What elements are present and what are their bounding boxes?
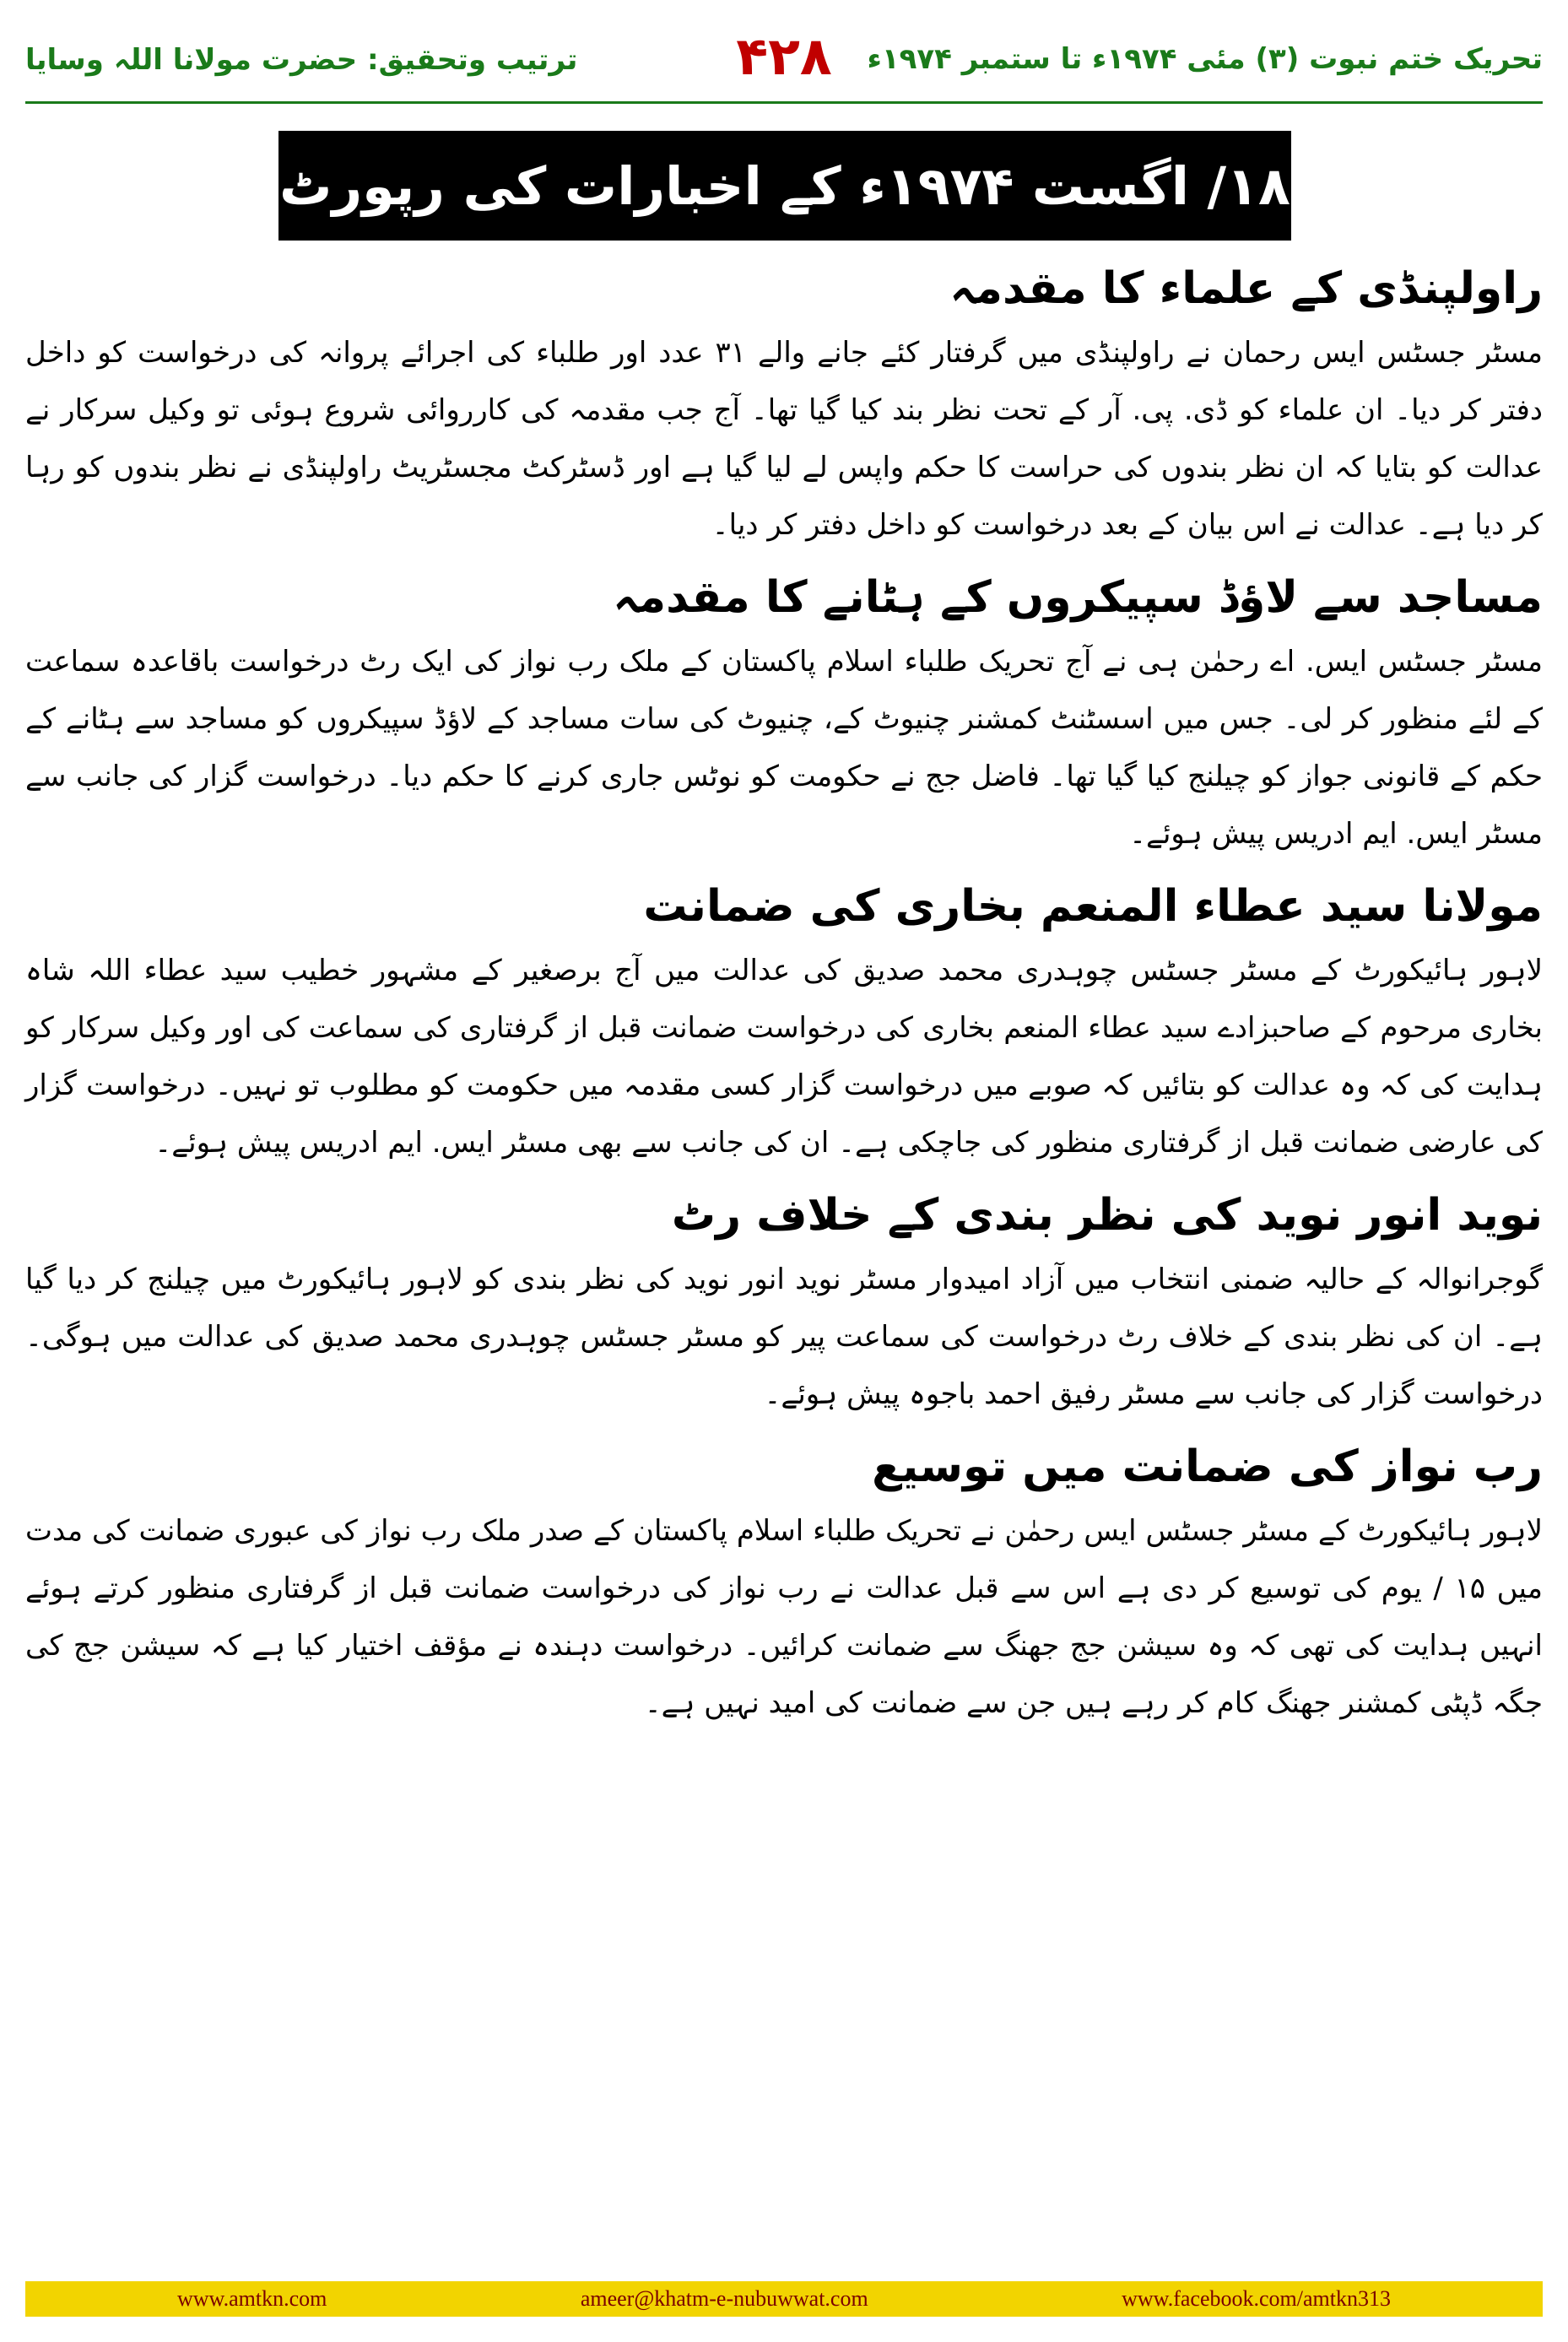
section-heading: نوید انور نوید کی نظر بندی کے خلاف رٹ xyxy=(671,1190,1543,1241)
section-heading: مساجد سے لاؤڈ سپیکروں کے ہٹانے کا مقدمہ xyxy=(613,572,1543,623)
book-title: تحریک ختم نبوت (۳) مئی ۱۹۷۴ء تا ستمبر ۱۹۷۴ء xyxy=(867,42,1543,76)
footer-email-link[interactable]: ameer@khatm-e-nubuwwat.com xyxy=(580,2286,868,2311)
section-heading: مولانا سید عطاء المنعم بخاری کی ضمانت xyxy=(643,881,1543,932)
section-paragraph: لاہور ہائیکورٹ کے مسٹر جسٹس چوہدری محمد صدیق کی عدالت میں آج برصغیر کے مشہور خطیب سید عطاء اللہ شاہ بخاری مرحوم کے صاحبزادے سید عطاء المنعم بخاری کی درخواست ضمانت قبل از گرفتاری کی سماعت کی اور وکیل سرکار کو ہدایت کی کہ وہ عدالت کو بتائیں کہ صوبے میں درخواست گزار کسی مقدمہ میں حکومت کو مطلوب تو نہیں۔ درخواست گزار کی عارضی ضمانت قبل از گرفتاری منظور کی جاچکی ہے۔ ان کی جانب سے بھی مسٹر ایس. ایم ادریس پیش ہوئے۔ xyxy=(25,954,1543,1160)
article-body xyxy=(25,253,1543,1740)
section-paragraph: گوجرانوالہ کے حالیہ ضمنی انتخاب میں آزاد امیدوار مسٹر نوید انور نوید کی نظر بندی کو لاہور ہائیکورٹ میں چیلنج کر دیا گیا ہے۔ ان کی نظر بندی کے خلاف رٹ درخواست کی سماعت پیر کو مسٹر جسٹس چوہدری محمد صدیق کی عدالت میں ہوگی۔ درخواست گزار کی جانب سے مسٹر رفیق احمد باجوہ پیش ہوئے۔ xyxy=(25,1263,1543,1411)
footer-facebook-link[interactable]: www.facebook.com/amtkn313 xyxy=(1122,2286,1391,2311)
section-heading: رب نواز کی ضمانت میں توسیع xyxy=(872,1441,1543,1492)
footer-website-link[interactable]: www.amtkn.com xyxy=(177,2286,327,2311)
report-banner xyxy=(278,131,1291,241)
section-paragraph: مسٹر جسٹس ایس. اے رحمٰن ہی نے آج تحریک طلباء اسلام پاکستان کے ملک رب نواز کی ایک رٹ درخواست باقاعدہ سماعت کے لئے منظور کر لی۔ جس میں اسسٹنٹ کمشنر چنیوٹ کے، چنیوٹ کی سات مساجد کے لاؤڈ سپیکروں کو مساجد سے ہٹانے کے حکم کے قانونی جواز کو چیلنج کیا گیا تھا۔ فاضل جج نے حکومت کو نوٹس جاری کرنے کا حکم دیا۔ درخواست گزار کی جانب سے مسٹر ایس. ایم ادریس پیش ہوئے۔ xyxy=(25,645,1543,851)
section-paragraph: لاہور ہائیکورٹ کے مسٹر جسٹس ایس رحمٰن نے تحریک طلباء اسلام پاکستان کے صدر ملک رب نواز کی عبوری ضمانت کی مدت میں ۱۵ / یوم کی توسیع کر دی ہے اس سے قبل عدالت نے رب نواز کی درخواست ضمانت قبل از گرفتاری منظور کرتے ہوئے انہیں ہدایت کی تھی کہ وہ سیشن جج جھنگ سے ضمانت کرائیں۔ درخواست دہندہ نے مؤقف اختیار کیا ہے کہ سیشن جج کی جگہ ڈپٹی کمشنر جھنگ کام کر رہے ہیں جن سے ضمانت کی امید نہیں ہے۔ xyxy=(25,1514,1543,1720)
banner-title: ۱۸/ اگست ۱۹۷۴ء کے اخبارات کی رپورٹ xyxy=(279,154,1290,217)
section-paragraph: مسٹر جسٹس ایس رحمان نے راولپنڈی میں گرفتار کئے جانے والے ۳۱ عدد اور طلباء کی اجرائے پروانہ کی درخواست کو داخل دفتر کر دیا۔ ان علماء کو ڈی. پی. آر کے تحت نظر بند کیا گیا تھا۔ آج جب مقدمہ کی کارروائی شروع ہوئی تو وکیل سرکار نے عدالت کو بتایا کہ ان نظر بندوں کی حراست کا حکم واپس لے لیا گیا ہے اور ڈسٹرکٹ مجسٹریٹ راولپنڈی نے نظر بندوں کو رہا کر دیا ہے۔ عدالت نے اس بیان کے بعد درخواست کو داخل دفتر کر دیا۔ xyxy=(25,336,1544,542)
compiler-credit: ترتیب وتحقیق: حضرت مولانا اللہ وسایا xyxy=(25,43,578,77)
page-header xyxy=(25,25,1543,104)
page-number: ۴۲۸ xyxy=(736,25,832,87)
page-footer xyxy=(25,2281,1543,2317)
section-heading: راولپنڈی کے علماء کا مقدمہ xyxy=(949,263,1543,314)
